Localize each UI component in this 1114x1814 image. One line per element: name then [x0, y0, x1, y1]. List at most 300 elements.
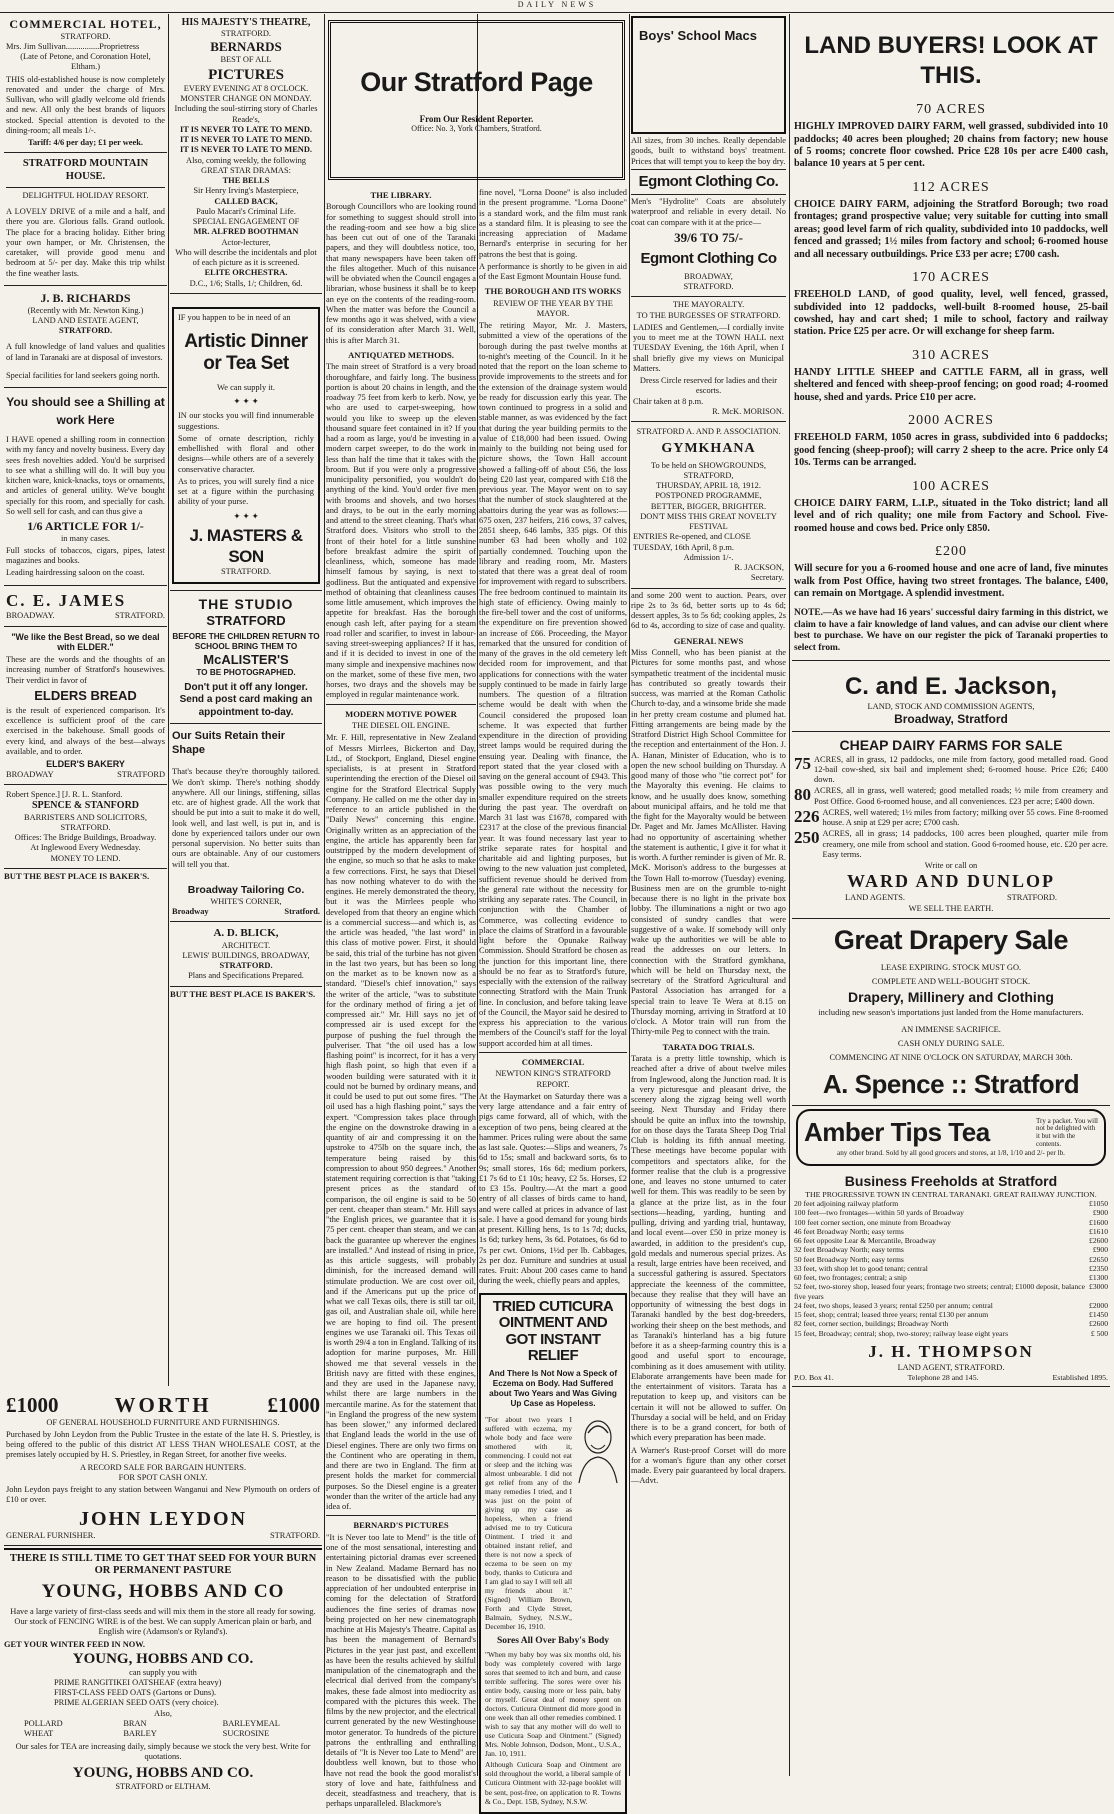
hobbs-grid-item: BARLEYMEAL: [222, 1718, 280, 1728]
studio-photo: TO BE PHOTOGRAPHED.: [196, 668, 296, 678]
ward-item-acres: 80: [794, 785, 811, 805]
blick-role: ARCHITECT.: [221, 940, 271, 950]
land-note: NOTE.—As we have had 16 years' successful dairy farming in this district, we claim to have a fair knowledge of land values, and can advise our client where best to purchase. We have on our register the pick of Taranaki properties to select from.: [794, 608, 1108, 653]
hotel-late: (Late of Petone, and Coronation Hotel, Eltham.): [20, 52, 151, 72]
macs-body2: Men's "Hydrolite" Coats are absolutely waterproof and reliable in every detail. No coat can compare with it at the price—: [631, 197, 786, 227]
mountain-house-ad: [4, 155, 167, 286]
land-buyers-ad: [792, 14, 1110, 661]
tarata-body: Tarata is a pretty little township, which is reached after a drive of about twelve miles from Inglewood, along the Junction road. It is a very picturesque and pleasant drive, the scenery along the zigzag being well worth seeing. Next Thursday and Friday there should be quite an influx into the township, for on those days the Tarata Sheep Dog Trial Club is holding its fifth annual meeting. These meetings have become popular with competitors and spectators alike, for the former realise that the club is a progressive one, and leaves no stone unturned to cater well for them. This was readily to be seen by a glance at the prize list, as in the four sections—heading, yarding, hunting and pulling, driving and yarding trial, huntaway, and local event—over £50 in prize money is awarded, in addition to the president's cup, gold medals and numerous special prizes. As a result, large entries have been received, and a successful gathering is assured. Spectators appreciate the keenness of the committee, because they realise that they will have an opportunity of witnessing the best dogs in Taranaki handled by the best dog-breeders, working their sheep on the best methods, and as Taranaki's hinterland has a big future before it as a sheep-farming country this is a good and useful sport to encourage, combining as it does amusement with utility. Elaborate arrangements have been made for the entertainment of visitors. Tarata has a reputation to keep up, and visitors can be certain it will not be allowed to suffer. On Thursday a social will be held, and on Friday there is to be a grand concert, for both of which every preparation has been made.: [631, 1054, 786, 1443]
richards-body: A full knowledge of land values and qualities of land in Taranaki are at disposal of investors.: [6, 342, 165, 362]
james-ad: [4, 588, 167, 627]
elder-body2: is the result of experienced comparison. It's excellence is sufficient proof of the care exercised in the bakehouse. Small goods of every kind, and always of the best—always available, and to order.: [6, 705, 165, 756]
richards-name: J. B. RICHARDS: [40, 290, 131, 305]
gymkhana-date: THURSDAY, APRIL 18, 1912.: [656, 481, 761, 491]
shilling-title: You should see a Shilling at work Here: [6, 395, 165, 428]
leydon-record: A RECORD SALE FOR BARGAIN HUNTERS.: [79, 1462, 247, 1472]
hotel-ad: [4, 14, 167, 153]
blick-plans: Plans and Specifications Prepared.: [188, 971, 304, 981]
row-description: 15 feet, Broadway; central; shop, two-storey; railway lease eight years: [794, 1328, 1009, 1338]
row-description: 100 feet—two frontages—within 50 yards of Broadway: [794, 1208, 964, 1218]
hobbs-grid-item: SUCROSINE: [222, 1728, 270, 1738]
gymkhana-sign: R. JACKSON,: [734, 563, 784, 573]
drapery-lines: Drapery, Millinery and Clothing: [848, 989, 1054, 1006]
theatre-boothman: MR. ALFRED BOOTHMAN: [193, 227, 299, 237]
gymkhana-assoc: STRATFORD A. AND P. ASSOCIATION.: [636, 427, 781, 437]
leydon-amount-left: £1000: [6, 1393, 59, 1417]
lorna-body2: A performance is shortly to be given in aid of the East Egmont Mountain House fund.: [479, 261, 627, 281]
row-description: 60 feet, two frontages; central; a snip: [794, 1273, 907, 1283]
corset-note: A Warner's Rust-proof Corset will do more for a woman's figure than any other corset made. Every pair guaranteed by local drapers.—Advt.: [631, 1445, 786, 1486]
spence-office: Offices: The Bridge Buildings, Broadway.: [14, 833, 157, 843]
macs-title: Boys' School Macs: [631, 16, 786, 134]
theatre-pictures: PICTURES: [208, 66, 284, 83]
lot-size: 170 ACRES: [912, 270, 990, 286]
ward-items: [794, 755, 1108, 861]
tailor-name: Broadway Tailoring Co.: [187, 883, 305, 896]
leydon-town: STRATFORD.: [269, 1530, 320, 1540]
macs-body: All sizes, from 30 inches. Really dependable goods, built to withstand boys' treatment. Prices that will tempt you to keep the boy dry.: [631, 136, 786, 166]
tarata-head: TARATA DOG TRIALS.: [662, 1041, 755, 1052]
richards-footer: Special facilities for land seekers going north.: [6, 370, 160, 380]
macs-street: BROADWAY,: [684, 271, 733, 281]
james-name: C. E. JAMES: [6, 590, 127, 610]
macs-name2: Egmont Clothing Co: [640, 249, 777, 267]
masters-title: Artistic Dinner or Tea Set: [184, 331, 308, 374]
theatre-town: STRATFORD.: [220, 29, 272, 39]
ward-name: WARD AND DUNLOP: [846, 871, 1055, 892]
table-row: [794, 1227, 1108, 1236]
shilling-body: I HAVE opened a shilling room in connection with my fancy and novelty business. Every day sees fresh novelties added. You'd be surprised to see what a shilling will do. It will buy you kitchen ware, knick-knacks, toys or ornaments, and articles of general utility. We've bought specially for this room, and specially for cash. So well sell for cash, and can thus give a: [6, 435, 165, 516]
theatre-monster: MONSTER CHANGE ON MONDAY.: [180, 94, 312, 104]
table-row: [794, 1310, 1108, 1319]
news-body: Miss Connell, who has been pianist at the Pictures for some months past, and whose sympathetic treatment of the incidental music has contributed so greatly towards their success, was married at the Roman Catholic Church to-day, and a winsome bride she made in her pretty cream costume and plumed hat. Fitting arrangements are being made by the Stratford District High School Committee for the reception and entertainment of the Hon. J. A. Hanan, Minister of Education, who is to open the new school building on Thursday. A good many of those who "tie correct pot" for the Mayoralty this evening. He claims to know, and he usually does know, something about municipal affairs, and he told me that the fight for the Mayoralty would be between Dr. Paget and Mr. James McAllister. Having had no opportunity of ascertaining whether the statement is authentic, I give it for what it is worth. A further reminder is given of Mr. R. McK. Morison's address to the burgesses at the Town Hall to-morrow (Tuesday) evening. Business men are on the grumble to-night because there is no light in the private box lobby. The illuminations a night or two ago consisted of sundry candles that were suggestive of a wake. If somebody will only wake up the authorities we will be able to read the addresses on our letters. In connection with the Stratford gymkhana, which will be held on Thursday next, the secretary of the Stratford Agricultural and Pastoral Association has arranged for a special train to leave Te Wera at 8.15 on Thursday morning, arriving in Stratford at 10 o'clock. A Motor train will run from the Thirty-mile Peg to connect with the train.: [631, 648, 786, 1037]
column-1: [4, 14, 167, 1386]
ward-item-text: ACRES, well watered; 1½ miles from factory; milking over 55 cows. Fine 8-roomed house. A snip at £29 per acre; £700 cash.: [822, 807, 1108, 828]
spence-partners: Robert Spence.] [J. R. L. Stanford.: [6, 790, 123, 800]
row-description: 82 feet, corner section, buildings; Broadway North: [794, 1319, 949, 1329]
hobbs-body2: Our stock of FENCING WIRE is of the best. We can supply American plain or barb, and English wire (Adamson's or Ryland's).: [14, 1616, 312, 1637]
engine-head: MODERN MOTIVE POWER: [345, 708, 457, 719]
lot-size: £200: [935, 544, 967, 560]
row-description: 66 feet opposite Lear & Mercantile, Broadway: [794, 1236, 936, 1246]
lot-description: Will secure for you a 6-roomed house and one acre of land, five minutes walk from Post Office, having two street frontages. The balance, £400, can remain on Mortgage. A splendid investment.: [794, 563, 1108, 600]
leydon-name: JOHN LEYDON: [78, 1507, 248, 1530]
cuticura-ad: [479, 1293, 627, 1814]
row-description: 52 feet, two-storey shop, leased four years; frontage two streets; central; £1000 deposit, balance five years: [794, 1282, 1085, 1301]
hotel-tariff: Tariff: 4/6 per day; £1 per week.: [28, 138, 143, 148]
commercial-body: At the Haymarket on Saturday there was a very large attendance and a fair entry of pigs came forward, all of which, with the exception of two pens, being cleared at the hammer. Prices ruling were about the same as last sale. Quotes:—Slips and weaners, 7s 6d to 15s; small and backward sorts, 6s to 9s; small stores, 16s 6d; medium porkers, £1 7s 6d to £1 10s; heavy, £2 5s. Horses, £2 to £3 15s. Poultry.—At the mart a good entry of all classes of birds came to hand, and were called at prices in advance of last sale. I have a good demand for young birds at present. Killing hens, 1s to 1s 7d; ducks, 1s 6d; turkey hens, 3s 6d. Potatoes, 6s 6d to 7s per cwt. Onions, 1½d per lb. Cabbages, 2s per doz. Furniture and sundries at usual rates. Fruit: About 200 cases came to hand during the week, chiefly pears and apples,: [479, 1091, 627, 1286]
theatre-incl: Including the soul-stirring story of Charles Reade's,: [174, 104, 318, 124]
ward-right: STRATFORD.: [1006, 893, 1058, 903]
mountain-house-name: STRATFORD MOUNTAIN HOUSE.: [22, 158, 149, 183]
ward-left: LAND AGENTS.: [844, 893, 906, 903]
ward-item-text: ACRES, all in grass, 12 paddocks, one mile from factory, good metalled road. Good 12-bail cow-shed, six bail and implement shed; 6-roomed house. Price £26; £400 down.: [814, 754, 1108, 785]
theatre-called: CALLED BACK,: [214, 196, 278, 206]
tea-side: Try a packet. You will not be delighted with it but with the contents.: [1036, 1116, 1098, 1148]
masters-body3: As to prices, you will surely find a nice set at a figure within the purchasing ability of your purse.: [178, 476, 314, 507]
borough-head: THE BOROUGH AND ITS WORKS: [484, 286, 622, 297]
cuticura-head: TRIED CUTICURA OINTMENT AND GOT INSTANT RELIEF: [492, 1297, 614, 1365]
commercial-sub: NEWTON KING'S STRATFORD REPORT.: [495, 1069, 611, 1089]
theatre-best: BEST OF ALL: [220, 55, 272, 65]
hobbs-name3: YOUNG, HOBBS AND CO.: [72, 1764, 254, 1781]
row-description: 20 feet adjoining railway platform: [794, 1199, 899, 1209]
lorna-body: fine novel, "Lorna Doone" is also included in the present programme. "Lorna Doone" is a standard work, and the film must rank as a standard film. It is pleasing to see the increasing appreciation of Madame Bernard's enterprise in securing for her patrons the best that is going.: [479, 188, 627, 259]
mayoralty-to: TO THE BURGESSES OF STRATFORD.: [636, 310, 781, 320]
mayoralty-ad: [631, 297, 786, 422]
theatre-body: Who will describe the incidentals and plot of each picture as it is screened.: [175, 247, 317, 268]
lot-size: 112 ACRES: [912, 179, 990, 195]
elder-brand: ELDERS BREAD: [34, 687, 137, 703]
ward-item-acres: 250: [794, 828, 820, 848]
spence-town: STRATFORD.: [60, 822, 111, 832]
mountain-house-sub: DELIGHTFUL HOLIDAY RESORT.: [22, 190, 149, 200]
hobbs-grid-item: BRAN: [123, 1718, 147, 1728]
lot-description: CHOICE DAIRY FARM, adjoining the Stratford Borough; two road frontages; grand prospective value; very suitable for cutting into small areas; good level farm of rich quality, subdivided into 10 paddocks, well fenced and grassed; 1½ miles from factory and school; 6-roomed house and all necessary outbuildings. Price £33 per acre; £700 cash.: [794, 198, 1108, 260]
gymkhana-title: GYMKHANA: [661, 441, 756, 457]
richards-town: STRATFORD.: [58, 326, 113, 336]
hobbs-grid-item: POLLARD: [24, 1718, 63, 1728]
drapery-title: Great Drapery Sale: [833, 924, 1069, 955]
leydon-body: Purchased by John Leydon from the Public Trustee in the estate of the late H. S. Priestley, is being offered to the public of this district AT LESS THAN WHOLESALE COST, at the premises lately occupied by H. S. Priestley, in Regan Street, for another five weeks.: [6, 1430, 320, 1460]
hobbs-grid-item: WHEAT: [24, 1728, 54, 1738]
lot-description: FREEHOLD FARM, 1050 acres in grass, subdivided into 6 paddocks; good fencing (sheep-proof); will carry 2 sheep to the acre. Price only £4 10s. Terms can be arranged.: [794, 432, 1108, 469]
elder-town: STRATFORD: [117, 769, 165, 779]
leydon-worth: WORTH: [114, 1393, 212, 1417]
library-body: Borough Councillors who are looking round for something to suggest should stroll into the reading-room and see how a big slice has been cut out of one of the Taranaki papers, and they will doubtless notice, too, that many newspapers have been taken off the files altogether. Much of this nuisance will be obviated when the Council engages a librarian, whose business it shall be to keep an eye on the contents of the reading-room. When the matter was before the Council a few months ago it was shelved, with a view of its consideration after March 31. Well, this is after March 31.: [326, 202, 477, 345]
row-price: £ 500: [1090, 1328, 1108, 1338]
hobbs-item: PRIME RANGITIKEI OATSHEAF (extra heavy): [54, 1678, 222, 1688]
bakers-line: BUT THE BEST PLACE IS BAKER'S.: [4, 870, 150, 881]
elder-name: ELDER'S BAKERY: [46, 759, 125, 769]
ward-item: [794, 755, 1108, 786]
row-price: £2600: [1089, 1319, 1108, 1329]
row-description: 100 feet corner section, one minute from Broadway: [794, 1217, 951, 1227]
column-6: [792, 14, 1110, 1776]
shilling-foot2: Leading hairdressing saloon on the coast.: [6, 568, 145, 578]
hotel-body: THIS old-established house is now completely renovated and under the charge of Mrs. Sullivan, who will gladly welcome old friends and new. All only the best brands of liquors stocked. Special attention is devoted to the dining-room; all meals 1/-.: [6, 74, 165, 135]
masters-body1: IN our stocks you will find innumerable suggestions.: [178, 411, 314, 431]
jackson-ad: [792, 663, 1110, 731]
row-description: 32 feet Broadway North; easy terms: [794, 1245, 904, 1255]
hobbs-town1: STRATFORD: [115, 1781, 164, 1791]
ward-write: Write or call on: [924, 861, 978, 871]
table-row: [794, 1199, 1108, 1208]
table-row: [794, 1319, 1108, 1328]
ward-title: CHEAP DAIRY FARMS FOR SALE: [839, 736, 1063, 753]
thompson-name: J. H. THOMPSON: [868, 1341, 1034, 1361]
masters-name: J. MASTERS & SON: [189, 525, 303, 566]
land-buyers-title: LAND BUYERS! LOOK AT THIS.: [804, 32, 1098, 89]
studio-who: McALISTER'S: [203, 652, 289, 668]
page-title: Our Stratford Page: [360, 67, 593, 97]
theatre-actor: Actor-lecturer,: [221, 237, 271, 247]
column-2: [170, 14, 322, 1386]
mayoralty-head: THE MAYORALTY.: [672, 300, 745, 310]
gymkhana-ad: [631, 424, 786, 588]
blick-ad: [170, 924, 322, 986]
theatre-irving: Sir Henry Irving's Masterpiece,: [193, 186, 299, 196]
drapery-lease: LEASE EXPIRING. STOCK MUST GO.: [880, 962, 1022, 972]
row-price: £1610: [1089, 1226, 1108, 1236]
hobbs-name: YOUNG, HOBBS AND CO: [41, 1581, 285, 1603]
spence-stanford-ad: [4, 787, 167, 869]
row-price: £2650: [1089, 1254, 1108, 1264]
tailor-street: Broadway: [172, 907, 209, 916]
ward-item: [794, 808, 1108, 829]
shilling-ad: [4, 390, 167, 586]
elder-body: These are the words and the thoughts of an increasing number of Stratford's housewives. Their verdict in favor of: [6, 655, 165, 685]
row-description: 15 feet, shop; central; leased three years; rental £130 per annum: [794, 1310, 989, 1320]
studio-town: STRATFORD: [206, 612, 286, 628]
blick-town: STRATFORD.: [219, 961, 273, 971]
macs-price: 39/6 TO 75/-: [674, 229, 743, 245]
blick-name: A. D. BLICK,: [213, 927, 279, 940]
drapery-sacrifice: AN IMMENSE SACRIFICE.: [901, 1024, 1001, 1034]
leydon-role: GENERAL FURNISHER.: [6, 1530, 96, 1540]
hobbs-item: PRIME ALGERIAN SEED OATS (very choice).: [54, 1698, 219, 1708]
lot-size: 2000 ACRES: [908, 413, 994, 429]
table-row: [794, 1218, 1108, 1227]
column-rule: [168, 14, 169, 1386]
hotel-proprietor: Mrs. Jim Sullivan................Proprietress: [6, 41, 140, 51]
page-reporter: From Our Resident Reporter.: [419, 114, 534, 124]
macs-name: Egmont Clothing Co.: [631, 169, 786, 195]
row-price: £900: [1092, 1208, 1108, 1218]
shilling-price: 1/6 ARTICLE FOR 1/-: [27, 519, 144, 534]
hobbs-name2: YOUNG, HOBBS AND CO.: [72, 1651, 254, 1668]
richards-line: LAND AND ESTATE AGENT,: [32, 315, 139, 325]
ward-item-acres: 75: [794, 753, 811, 773]
hobbs-item: FIRST-CLASS FEED OATS (Gartons or Duns).: [54, 1688, 217, 1698]
column-5: [631, 14, 786, 1776]
land-lots: [794, 101, 1108, 600]
table-row: [794, 1273, 1108, 1282]
gymkhana-better: BETTER, BIGGER, BRIGHTER.: [650, 501, 767, 511]
theatre-elite: ELITE ORCHESTRA.: [204, 268, 288, 278]
gymkhana-role: Secretary.: [750, 573, 784, 583]
theatre-never: IT IS NEVER TO LATE TO MEND.: [180, 135, 312, 145]
spence-name: SPENCE & STANFORD: [31, 800, 140, 812]
hobbs-grid-item: BARLEY: [123, 1728, 157, 1738]
elder-ad: [4, 629, 167, 786]
leydon-deliver: John Leydon pays freight to any station between Wanganui and New Plymouth on orders of £10 or over.: [6, 1484, 320, 1504]
row-price: £2350: [1089, 1263, 1108, 1273]
bakers-line: BUT THE BEST PLACE IS BAKER'S.: [170, 988, 316, 999]
theatre-every: EVERY EVENING AT 8 O'CLOCK.: [183, 83, 309, 93]
fruit-body: and some 200 went to auction. Pears, over ripe 2s to 3s 6d, better sorts up to 4s 6d; dessert apples, 3s to 5s 6d; cooking apples, 2s 6d to 4s, according to size of case and quality.: [631, 590, 786, 631]
masters-supply: We can supply it.: [217, 382, 275, 392]
ward-item-acres: 226: [794, 806, 820, 826]
spence-role: BARRISTERS AND SOLICITORS,: [24, 812, 147, 822]
row-price: £2000: [1089, 1300, 1108, 1310]
row-price: £1450: [1089, 1310, 1108, 1320]
hobbs-get: GET YOUR WINTER FEED IN NOW.: [4, 1640, 146, 1650]
news-head: GENERAL NEWS: [673, 635, 744, 646]
tea-foot: any other brand. Sold by all good grocers and stores, at 1/8, 1/10 and 2/- per lb.: [837, 1148, 1065, 1157]
spence-money: MONEY TO LEND.: [50, 853, 121, 863]
table-row: [794, 1329, 1108, 1338]
page-header-box: [328, 20, 625, 180]
theatre-ad: [170, 14, 322, 294]
engine-body: Mr. F. Hill, representative in New Zealand of Messrs Mirrlees, Bickerton and Day, Ltd., of Stockport, England, Diesel engine specialists, is at present in Stratford superintending the erection of the Diesel oil engine for the Stratford Electrical Supply Company. He called on me the other day in reference to an article published in the "Daily News" concerning this engine. Originally written as an appreciation of the engine, the article has apparently been far outstripped by the modern development of the engine, so much so that he asks to make a few corrections. First, he says that Diesel has now nothing whatever to do with the engines. He merely demonstrated the theory, but it was the Mirrlees people who developed from that theory an engine which is a commercial success—and which is, as the article was headed, "the last word" in this class of motive power. First, it should be said, this trial of the turbine has not given in the last two years, but has been so long on the market as to be known now as a standard. "Diesel's chief innovation," says the writer of the article, "was to substitute for the ordinary method of firing a jet of compressed air." Mr. Hill says no jet of compressed air is used except for the purpose of pushing the fuel through the pulveriser. That "the oil used has a low flashing point" is incorrect, for it has a very high flash point, so high that even if a wooden building were saturated with it it could not be burned by ordinary means, and it could be used to put out some fires. "The oil used has a high flashing point," says the expert. "Compression takes place through the engine on the downstroke drawing in a quantity of air and compressing it on the upstroke to 475lb on the square inch, the temperature being raised by this compression to about 950 degrees." Another statement requiring correction is that "taking present prices as the standard of comparison, the oil engine is said to be 50 per cent. cheaper than steam." Mr. Hill says "the English prices, we guarantee that it is 75 per cent. cheaper than steam, and we can back the guarantee up wherever the engines are installed." And instead of rising in price, as this article suggests, will probably diminish, for the increased demand will stimulate production. We are cost over oil, and if the Americans put up the price of what we call Texas oils, there is still tar oil, gas oil, and Australian shale oil, while here we are hoping to find oil. The present engines we use Taranaki oil. This Texas oil is worth 29/4 a ton in England. Talking of its adoption for marine purposes, Mr. Hill showed me that several vessels in the British navy are fitted with these engines, and they are used in the Japanese navy, whilst there are large numbers in the mercantile marine. As for the statement that "in England the progress of the new system has been slower," any informed declared that England leads the world in the use of Diesel engines. There are only two firms on the Continent who are operating in them, and there are two in England. The firm at present holds the market for commercial purposes. So the Diesel engine is a greater wonder than the writer of the article had any idea of.: [326, 733, 476, 1512]
table-row: [794, 1245, 1108, 1254]
hobbs-ad: THERE IS STILL TIME TO GET THAT SEED FOR YOUR BURN OR PERMANENT PASTURE YOUNG, HOBBS AND CO Have a large variety of first-class seeds and will mix them in the store all ready for sowing. Our stock of FENCING WIRE is of the best. We can supply American plain or barb, and English wire (Adamson's or Ryland's). GET YOUR WINTER FEED IN NOW. YOUNG, HOBBS AND CO. can supply you with PRIME RANGITIKEI OATSHEAF (extra heavy) FIRST-CLASS FEED OATS (Gartons or Duns). PRIME ALGERIAN SEED OATS (very choice). Also, POLLARD BRAN BARLEYMEAL WHEAT BARLEY SUCROSINE Our sales for TEA are increasing daily, simply because we stock the very best. Write for quotations. YOUNG, HOBBS AND CO. STRATFORD or ELTHAM.: [4, 1548, 322, 1792]
thompson-sub: THE PROGRESSIVE TOWN IN CENTRAL TARANAKI. GREAT RAILWAY JUNCTION.: [805, 1189, 1097, 1199]
drapery-complete: COMPLETE AND WELL-BOUGHT STOCK.: [871, 976, 1031, 986]
hobbs-town2: ELTHAM.: [174, 1781, 211, 1791]
richards-sub: (Recently with Mr. Newton King.): [27, 305, 144, 315]
column-rule: [324, 14, 325, 1776]
spence-inglewood: At Inglewood Every Wednesday.: [30, 843, 141, 853]
hotel-name: COMMERCIAL HOTEL,: [9, 17, 162, 31]
lot-description: HIGHLY IMPROVED DAIRY FARM, well grassed, subdivided into 10 paddocks; 40 acres been ploughed; 20 chains from factory; new house of 5 rooms; concrete floor cowshed. Price £28 10s per acre £400 cash, balance 10 years at 5 per cent.: [794, 121, 1108, 170]
masthead: DAILY NEWS: [0, 0, 1114, 13]
table-row: [794, 1255, 1108, 1264]
theatre-macari: Paulo Macari's Criminal Life.: [196, 206, 296, 216]
jackson-role: LAND, STOCK AND COMMISSION AGENTS,: [867, 701, 1035, 711]
row-price: £900: [1092, 1245, 1108, 1255]
man-portrait-icon: [575, 1413, 621, 1483]
mayoralty-dress: Dress Circle reserved for ladies and their escorts.: [639, 376, 778, 396]
commercial-head: COMMERCIAL: [521, 1056, 585, 1067]
column-rule: [629, 14, 630, 1776]
row-price: £1050: [1089, 1199, 1108, 1209]
leydon-cash: FOR SPOT CASH ONLY.: [118, 1472, 208, 1482]
mayoralty-chair: Chair taken at 8 p.m.: [633, 396, 704, 406]
table-row: [794, 1264, 1108, 1273]
engine-sub: THE DIESEL OIL ENGINE.: [352, 721, 450, 731]
cuticura-body2: "When my baby boy was six months old, his body was completely covered with large sores that seemed to itch and burn, and cause terrible suffering. The sores were over his entire body, causing more or less pain, baby or myself. Great deal of money spent on doctors. Cuticura Ointment did more good in one week than all other remedies combined. I wish to say that any mother will do well to use Cuticura Soap and Ointment." (Signed) Mrs. Noble Johnson, Dodson, Mont., U.S.A., Jan. 10, 1911.: [485, 1650, 621, 1759]
hobbs-also: Also,: [154, 1708, 172, 1718]
masters-ad: [170, 302, 322, 591]
macs-ad: [631, 14, 786, 297]
gymkhana-post: POSTPONED PROGRAMME,: [655, 491, 762, 501]
thompson-est: Established 1895.: [1052, 1372, 1108, 1382]
page-office: Office: No. 3, York Chambers, Stratford.: [411, 124, 542, 133]
drapery-ad: [792, 921, 1110, 1106]
theatre-never: IT IS NEVER TO LATE TO MEND.: [180, 145, 312, 155]
hotel-town: STRATFORD.: [60, 31, 111, 41]
theatre-bernards: BERNARDS: [210, 39, 282, 55]
thompson-tel: Telephone 28 and 145.: [907, 1372, 979, 1382]
shilling-foot1: Full stocks of tobaccos, cigars, pipes, latest magazines and books.: [6, 545, 165, 566]
shilling-sub: in many cases.: [60, 533, 111, 543]
hobbs-body1: Have a large variety of first-class seeds and will mix them in the store all ready for sowing.: [10, 1606, 316, 1616]
antiquated-body: The main street of Stratford is a very broad thoroughfare, and fairly long. The business portion is about 20 chains in length, and the roadway 75 feet from kerb to kerb. Now, ye who are used to carpet-sweeping, how would you like to sweep up the eleven thousand square feet contained in it? If you had a room as large, you'd be investing in a modern carpet sweeper, to do the work in less than half the time that it takes with the broom. But if you were only a progressive municipality personified, you wouldn't do anything of the kind. You'd order five men with brooms and shovels, and two horses and drays, to be out in the early morning and attend to the street cleaning. That's what Stratford does. Visitors who stroll to the front of their hotel for a little sunshine before breakfast admire the spirit of cleanliness, which, someone has made himself famous by saying, is next to godliness. But the antiquated and expensive method of obtaining that cleanliness causes some little amusement, which improves the appetite for breakfast. Has the borough enough cash left, after paying for a steam road roller and scarifier, to invest in labour-saving street-sweeping appliances? If it has, and if it is decided to invest in one of the many simple and inexpensive machines now on the market, some of these five men, two horses, two drays and the shovels may be employed in regular maintenance work.: [326, 362, 476, 700]
gymkhana-admission: Admission 1/-.: [683, 552, 734, 562]
tea-ad: [796, 1109, 1106, 1166]
drapery-incl: including new season's importations just landed from the Home manufacturers.: [818, 1008, 1084, 1018]
thompson-ad: [792, 1170, 1110, 1388]
mayoralty-sign: R. McK. MORISON.: [712, 406, 784, 416]
cuticura-body3: Although Cuticura Soap and Ointment are sold throughout the world, a liberal sample of Cuticura Ointment with 32-page booklet will be sent, post-free, on application to R. Towns & Co., Dept. 15B, Sydney, N.S.W.: [485, 1760, 621, 1806]
drapery-commence: COMMENCING AT NINE O'CLOCK ON SATURDAY, MARCH 30th.: [829, 1053, 1073, 1063]
ward-sell: WE SELL THE EARTH.: [908, 903, 994, 913]
row-description: 33 feet, with shop let to good tenant; central: [794, 1263, 928, 1273]
masters-body2: Some of ornate description, richly embellished with floral and other designs—while others are of a severely conservative character.: [178, 433, 314, 474]
ward-item-text: ACRES, all in grass; 14 paddocks, 100 acres been ploughed, quarter mile from creamery, one mile from school and station. Good 6-roomed house, etc. £20 per acre. Easy terms.: [822, 829, 1109, 859]
blick-building: LEWIS' BUILDINGS, BROADWAY,: [182, 950, 310, 960]
gymkhana-held: To be held on SHOWGROUNDS, STRATFORD,: [650, 460, 767, 480]
ward-item-text: ACRES, all in grass, well watered; good metalled roads; ½ mile from creamery and Post Office. Good 6-roomed house, and all conveniences. £23 per acre; £400 down.: [814, 786, 1108, 806]
tailor-ad: [170, 726, 322, 922]
elder-quote: "We like the Best Bread, so we deal with ELDER.": [11, 631, 160, 653]
leydon-ad: [4, 1390, 322, 1546]
bottom-left-ads: [4, 1390, 322, 1792]
column-3: [326, 186, 477, 1809]
cuticura-sores: Sores All Over Baby's Body: [496, 1636, 610, 1647]
row-description: 24 feet, two shops, leased 3 years; rental £250 per annum; central: [794, 1300, 993, 1310]
cuticura-body: "For about two years I suffered with eczema, my whole body and face were smothered with it, commencing. I could not eat or sleep and the itching was almost unbearable. I did not get relief from any of the many remedies I tried, and I was just on the point of giving up my case as hopeless, when a friend advised me to try Cuticura Ointment. I tried it and obtained instant relief, and there is not now a speck of eczema to be seen on my body, thanks to Cuticura and I am glad to say I will tell all my friends about it." (Signed) William Brown, Forth and Clyde Street, Balmain, Sydney, N.S.W., December 16, 1910.: [485, 1414, 572, 1632]
studio-ad: [170, 593, 322, 724]
hobbs-headline: THERE IS STILL TIME TO GET THAT SEED FOR YOUR BURN OR PERMANENT PASTURE: [9, 1552, 317, 1577]
ward-dunlop-ad: [792, 734, 1110, 919]
elder-street: BROADWAY: [6, 769, 54, 779]
borough-body: The retiring Mayor, Mr. J. Masters, submitted a view of the operations of the borough during the past twelve months at to-night's meeting of the Council. In it he noted that the report on the loan scheme to provide improvements to the streets and for the extension of the drainage system would be ready for discussion early this year. The town continued to progress in a solid and stable manner, as was evidenced by the fact that during the year building permits to the value of £18,000 had been issued. Owing mainly to the building not being used for picture shows, the Town Hall account showed a falling-off of about £56, the loss being £20 last year, compared with £18 the previous year. The Mayor went on to say that the number of stock slaughtered at the abattoirs during the year was as follows:—675 oxen, 237 heifers, 216 cows, 37 calves, 2851 sheep, 646 lambs, 335 pigs. Of this number 63 had been wholly and 102 partially condemned. Touching upon the library and reading room, Mr. Masters stated that there was a great deal of room for improvement with regard to subscribers. The free bedroom continued to maintain its high state of efficiency. Owing mainly to the fire-bell tower and the cost of uniforms, the expenditure on fire prevention showed an increase of £66. Proceeding, the Mayor remarked that the unsured for condition of many of the graves in the old cemetery left decided room for improvement, and that applications for connections with the water supply continued to be made in fairly large numbers. The question of a filtration scheme would be dealt with when the Council considered the proposed loan scheme. It was expected that further expenditure in the direction of providing street lamps would be required during the ensuing year. Dealing with finance, the report stated that the year closed with a saving on the general account of £943. This was possible owing to the very much smaller expenditure required on the streets during the past year. The overdraft on March 31 last was £1678, compared with £2317 at the close of the previous financial year. It was found necessary last year to strike separate rates for hospital and charitable aid and lighting purposes, but owing to the new valuation just completed, sufficient revenue should be derived from the general rate without the necessity for striking any separate rates. The Council, in conjunction with the Chamber of Commerce, was collecting evidence to place the claims of Stratford in a favourable light before the Opunake Railway Commission. Should Stratford be chosen as the junction for this important line, there should be no fear as to Stratford's future, especially with the extension of the railway connecting Stratford with the Main Trunk line. In conclusion, and before taking leave of the Council, the Mayor said he desired to express his appreciation to the various members of the Council's staff for the loyal support accorded him at all times.: [479, 321, 627, 1048]
lot-description: FREEHOLD LAND, of good quality, level, well fenced, grassed, subdivided into 12 paddocks, well-built 8-roomed house, 25-bail cowshed, hay and cart shed; 1 mile to school, factory and railway station. Price £25 per acre. Or will exchange for sheep farm.: [794, 289, 1108, 338]
lot-description: HANDY LITTLE SHEEP and CATTLE FARM, all in grass, well sheltered and fenced with sheep-proof fencing; on good road; 4-roomed house, shed and yards. Price £10 per acre.: [794, 367, 1108, 403]
row-description: 46 feet Broadway North; easy terms: [794, 1226, 904, 1236]
mountain-house-body: A LOVELY DRIVE of a mile and a half, and there you are. Glorious falls. Grand outlook. The place for a bracing holiday. Either bring your own hamper, or Mr. Christensen, the caretaker, will provide good menu and bedroom at 5/- per day. Make this trip whilst the fine weather lasts.: [6, 207, 165, 278]
table-row: [794, 1236, 1108, 1245]
table-row: [794, 1282, 1108, 1301]
theatre-special: SPECIAL ENGAGEMENT OF: [192, 217, 300, 227]
studio-dont: Don't put it off any longer. Send a post card making an appointment to-day.: [179, 682, 313, 718]
lot-size: 70 ACRES: [916, 102, 986, 117]
theatre-bells: THE BELLS: [222, 176, 270, 186]
column-rule: [789, 14, 790, 1776]
column-rule: [477, 14, 478, 1776]
macs-town: STRATFORD.: [683, 282, 734, 292]
lot-size: 310 ACRES: [912, 347, 990, 363]
mayoralty-body: LADIES and Gentlemen,—I cordially invite you to meet me at the TOWN HALL next TUESDAY Evening, the 16th April, when I shall briefly give my views on Municipal Matters.: [633, 322, 784, 373]
tailor-corner: WHITE'S CORNER,: [210, 896, 282, 906]
leydon-amount-right: £1000: [267, 1393, 320, 1417]
row-price: £1600: [1089, 1217, 1108, 1227]
row-price: £2600: [1089, 1236, 1108, 1246]
borough-sub: REVIEW OF THE YEAR BY THE MAYOR.: [493, 298, 613, 318]
cuticura-sub: And There Is Not Now a Speck of Eczema on Body. Had Suffered about Two Years and Was Giving Up Case as Hopeless.: [488, 1368, 618, 1408]
studio-title: THE STUDIO: [198, 595, 294, 612]
row-price: £3000: [1089, 1282, 1108, 1292]
drapery-name: A. Spence :: Stratford: [822, 1069, 1080, 1100]
thompson-title: Business Freeholds at Stratford: [844, 1172, 1058, 1189]
thompson-role: LAND AGENT, STRATFORD.: [897, 1362, 1005, 1372]
theatre-also: Also, coming weekly, the following GREAT STAR DRAMAS:: [186, 155, 306, 175]
lot-description: CHOICE DAIRY FARM, L.I.P., situated in the Toko district; land all level and of rich quality; one mile from Factory and School. Five-roomed house and cows bed. Price only £850.: [794, 497, 1108, 534]
masters-box: IF you happen to be in need of an Artistic Dinner or Tea Set We can supply it. ✦ ✦ ✦ IN our stocks you will find innumerable suggestions. Some of ornate description, richly embellished with floral and other designs—while others are of a severely conservative character. As to prices, you will surely find a nice set at a figure within the purchasing ability of your purse. ✦ ✦ ✦ J. MASTERS & SON STRATFORD.: [172, 307, 320, 584]
ward-item: [794, 786, 1108, 807]
gymkhana-entries: ENTRIES Re-opened, and CLOSE TUESDAY, 16th April, 8 p.m.: [633, 532, 751, 552]
hobbs-can: can supply you with: [129, 1668, 197, 1678]
gymkhana-dont: DON'T MISS THIS GREAT NOVELTY FESTIVAL: [640, 511, 777, 532]
thompson-table: [794, 1199, 1108, 1338]
james-town: STRATFORD.: [114, 611, 165, 621]
hobbs-tea: Our sales for TEA are increasing daily, simply because we stock the very best. Write for quotations.: [15, 1741, 311, 1761]
theatre-prices: D.C., 1/6; Stalls, 1/; Children, 6d.: [189, 278, 303, 288]
james-street: BROADWAY.: [6, 611, 55, 621]
tea-title: Amber Tips Tea: [804, 1117, 990, 1148]
theatre-never: IT IS NEVER TO LATE TO MEND.: [180, 124, 312, 134]
studio-before: BEFORE THE CHILDREN RETURN TO SCHOOL BRING THEM TO: [172, 632, 320, 652]
theatre-name: HIS MAJESTY'S THEATRE,: [181, 17, 311, 28]
library-head: THE LIBRARY.: [370, 190, 432, 200]
masters-intro: IF you happen to be in need of an: [178, 312, 291, 322]
lot-size: 100 ACRES: [912, 478, 990, 494]
richards-ad: [4, 288, 167, 388]
antiquated-head: ANTIQUATED METHODS.: [348, 349, 454, 360]
